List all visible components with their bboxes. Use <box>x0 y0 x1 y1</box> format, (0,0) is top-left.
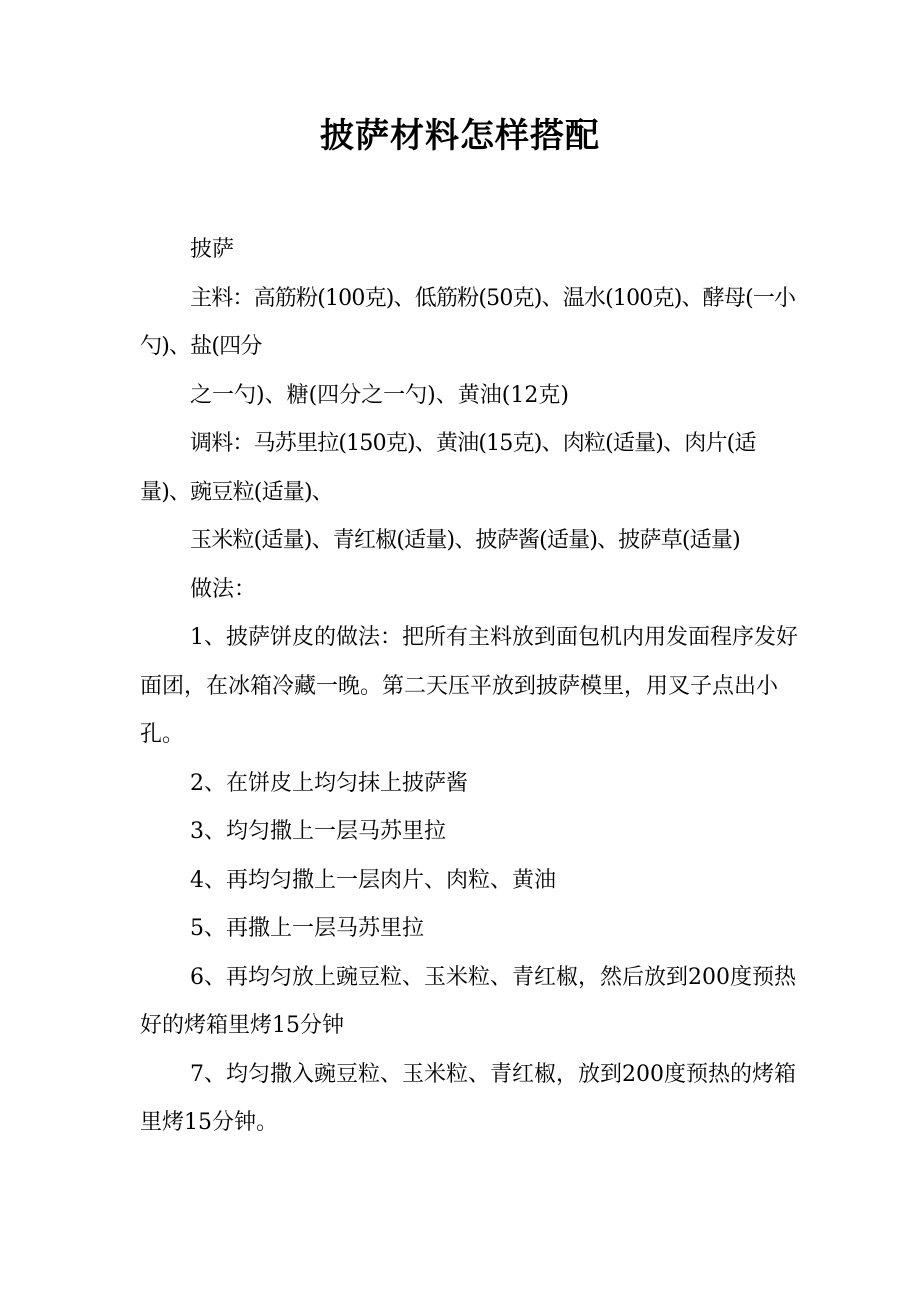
paragraph-pizza: 披萨 <box>190 237 235 262</box>
paragraph-main-ingredients: 主料：高筋粉(100克)、低筋粉(50克)、温水(100克)、酵母(一小勺)、盐(四分 <box>140 285 796 359</box>
paragraph-step-6: 6、再均匀放上豌豆粒、玉米粒、青红椒，然后放到200度预热好的烤箱里烤15分钟 <box>140 964 796 1038</box>
paragraph-step-1: 1、披萨饼皮的做法：把所有主料放到面包机内用发面程序发好面团，在冰箱冷藏一晚。第二天压平放到披萨模里，用叉子点出小孔。 <box>140 625 798 747</box>
page-title: 披萨材料怎样搭配 <box>320 116 600 156</box>
paragraph-seasonings: 调料：马苏里拉(150克)、黄油(15克)、肉粒(适量)、肉片(适量)、豌豆粒(适量)、 <box>140 431 756 505</box>
paragraph-main-ingredients-continued: 之一勺)、糖(四分之一勺)、黄油(12克) <box>190 382 569 408</box>
paragraph-step-7: 7、均匀撒入豌豆粒、玉米粒、青红椒，放到200度预热的烤箱里烤15分钟。 <box>140 1061 796 1135</box>
paragraph-method-heading: 做法： <box>190 576 257 602</box>
paragraph-step-5: 5、再撒上一层马苏里拉 <box>190 916 424 941</box>
paragraph-step-3: 3、均匀撒上一层马苏里拉 <box>190 819 446 844</box>
paragraph-seasonings-continued: 玉米粒(适量)、青红椒(适量)、披萨酱(适量)、披萨草(适量) <box>190 528 740 553</box>
document-body <box>140 226 800 1148</box>
paragraph-step-4: 4、再均匀撒上一层肉片、肉粒、黄油 <box>190 867 556 893</box>
paragraph-step-2: 2、在饼皮上均匀抹上披萨酱 <box>190 770 468 796</box>
